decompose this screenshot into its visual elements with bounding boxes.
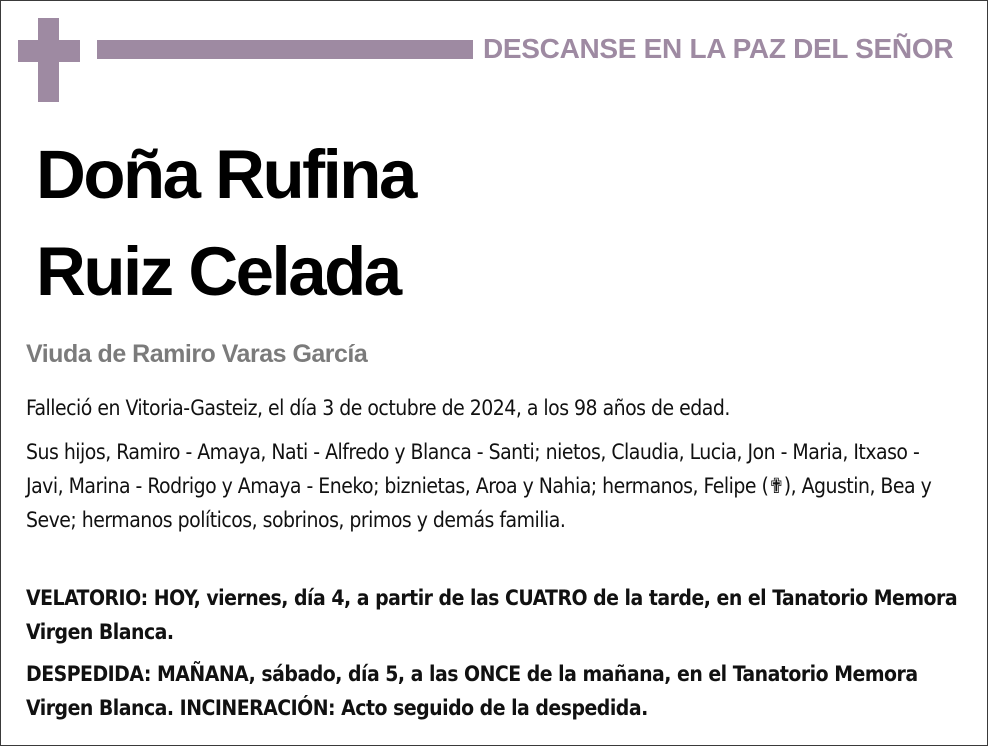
header-motto: DESCANSE EN LA PAZ DEL SEÑOR <box>483 33 954 64</box>
deceased-name-line2: Ruiz Celada <box>36 233 400 310</box>
family-list: Sus hijos, Ramiro - Amaya, Nati - Alfredo y Blanca - Santi; nietos, Claudia, Lucia, Jon - Maria, Itxaso - Javi, Marina - Rodrigo y Amaya - Eneko; biznietas, Aroa y Nahia; hermanos, Felipe (✟), Agustin, Bea y Seve; hermanos políticos, sobrinos, primos y demás familia. <box>26 440 932 532</box>
deceased-name-line1: Doña Rufina <box>36 136 415 213</box>
cross-icon <box>18 18 80 102</box>
death-notice: Falleció en Vitoria-Gasteiz, el día 3 de octubre de 2024, a los 98 años de edad. <box>26 396 730 420</box>
deceased-subtitle: Viuda de Ramiro Varas García <box>26 340 368 368</box>
header-bar <box>97 40 473 59</box>
velatorio-notice: VELATORIO: HOY, viernes, día 4, a partir de las CUATRO de la tarde, en el Tanatorio Memora Virgen Blanca. <box>26 586 958 644</box>
despedida-notice: DESPEDIDA: MAÑANA, sábado, día 5, a las ONCE de la mañana, en el Tanatorio Memora Virgen Blanca. INCINERACIÓN: Acto seguido de la despedida. <box>26 662 918 720</box>
